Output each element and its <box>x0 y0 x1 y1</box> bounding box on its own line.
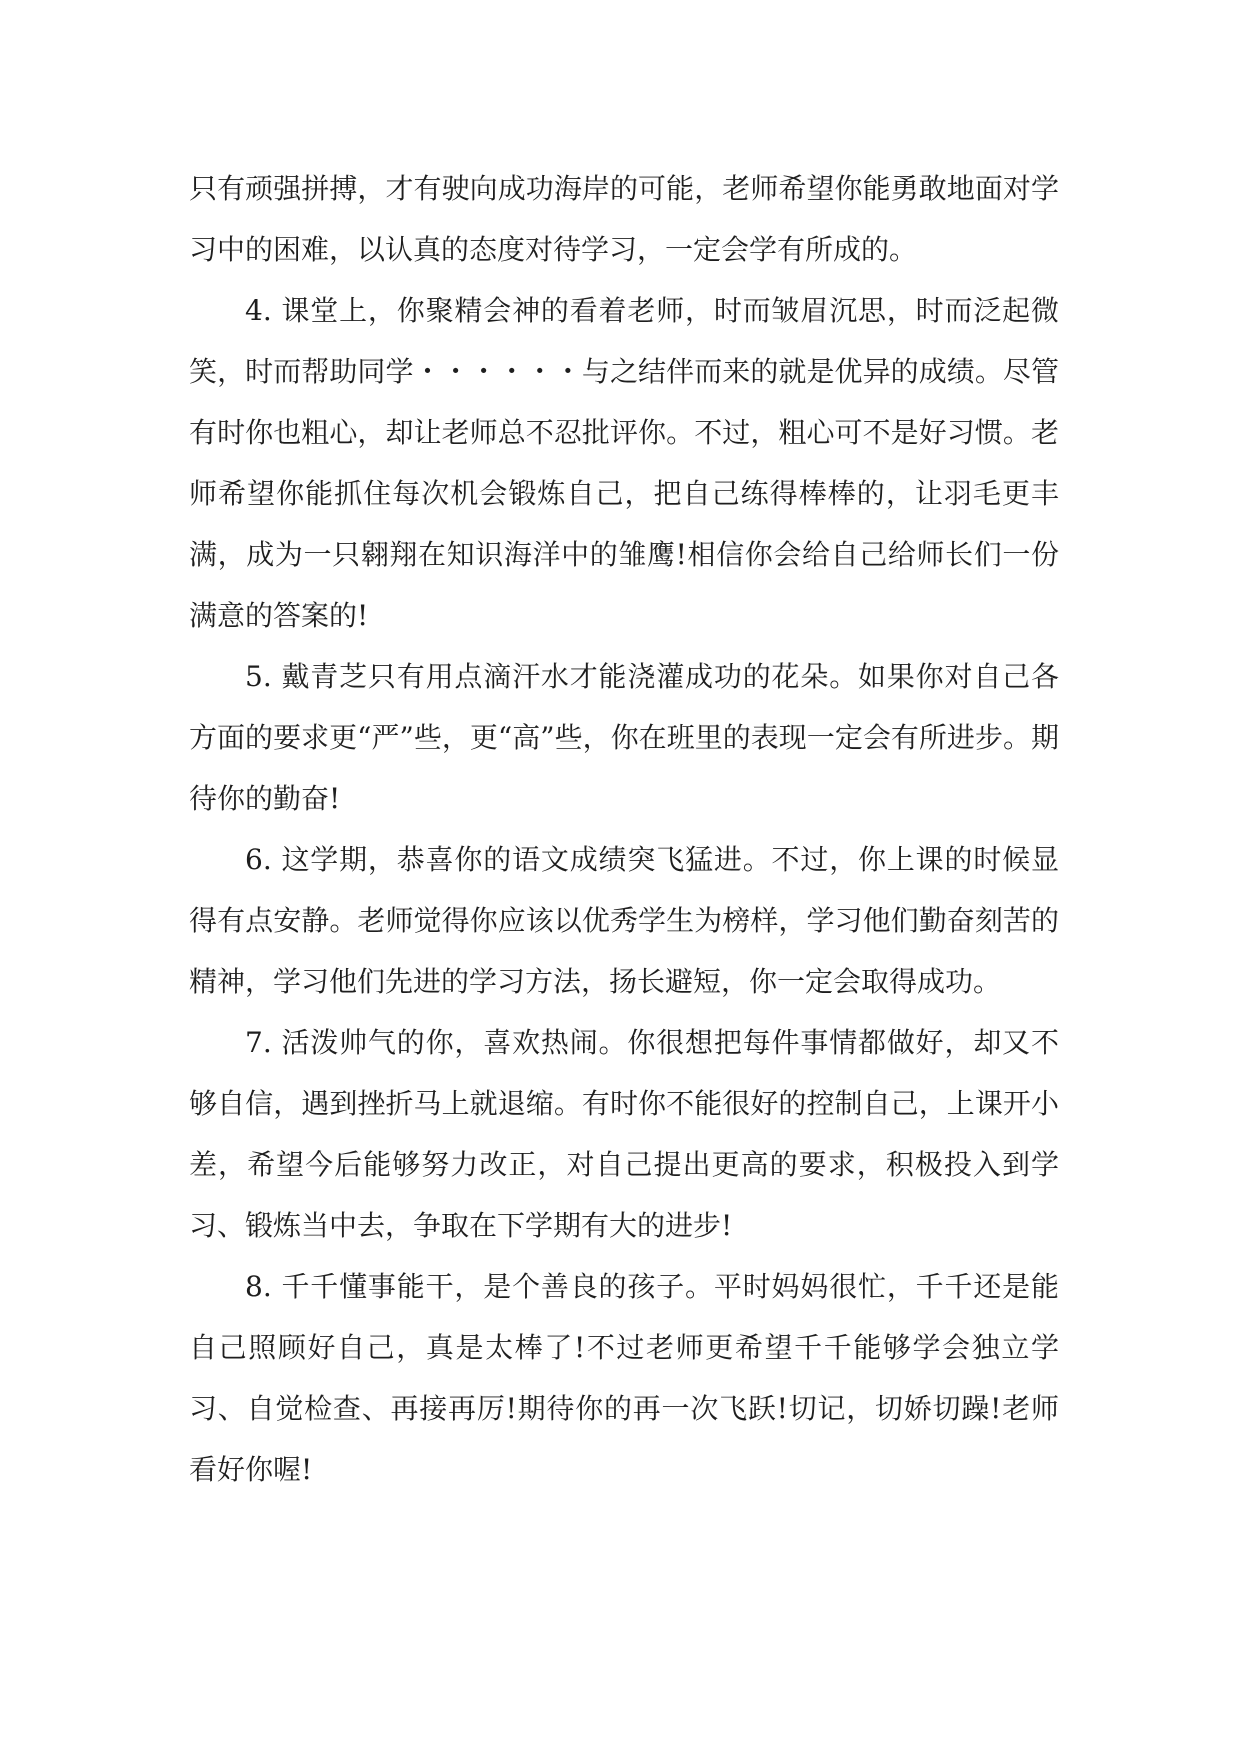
paragraph-item-8: 8. 千千懂事能干，是个善良的孩子。平时妈妈很忙，千千还是能自己照顾好自己，真是太棒了!不过老师更希望千千能够学会独立学习、自觉检查、再接再厉!期待你的再一次飞跃!切记，切娇切躁!老师看好你喔! <box>189 1270 1059 1486</box>
document-body <box>189 158 1059 1500</box>
paragraph-continued: 只有顽强拼搏，才有驶向成功海岸的可能，老师希望你能勇敢地面对学习中的困难，以认真的态度对待学习，一定会学有所成的。 <box>189 172 1059 266</box>
paragraph-item-6: 6. 这学期，恭喜你的语文成绩突飞猛进。不过，你上课的时候显得有点安静。老师觉得你应该以优秀学生为榜样，学习他们勤奋刻苦的精神，学习他们先进的学习方法，扬长避短，你一定会取得成功。 <box>189 843 1059 998</box>
paragraph-item-4: 4. 课堂上，你聚精会神的看着老师，时而皱眉沉思，时而泛起微笑，时而帮助同学・・・・・・与之结伴而来的就是优异的成绩。尽管有时你也粗心，却让老师总不忍批评你。不过，粗心可不是好习惯。老师希望你能抓住每次机会锻炼自己，把自己练得棒棒的，让羽毛更丰满，成为一只翱翔在知识海洋中的雏鹰!相信你会给自己给师长们一份满意的答案的! <box>189 294 1059 632</box>
paragraph-item-5: 5. 戴青芝只有用点滴汗水才能浇灌成功的花朵。如果你对自己各方面的要求更“严”些，更“高”些，你在班里的表现一定会有所进步。期待你的勤奋! <box>189 660 1059 815</box>
paragraph-item-7: 7. 活泼帅气的你，喜欢热闹。你很想把每件事情都做好，却又不够自信，遇到挫折马上就退缩。有时你不能很好的控制自己，上课开小差，希望今后能够努力改正，对自己提出更高的要求，积极投入到学习、锻炼当中去，争取在下学期有大的进步! <box>189 1026 1059 1242</box>
